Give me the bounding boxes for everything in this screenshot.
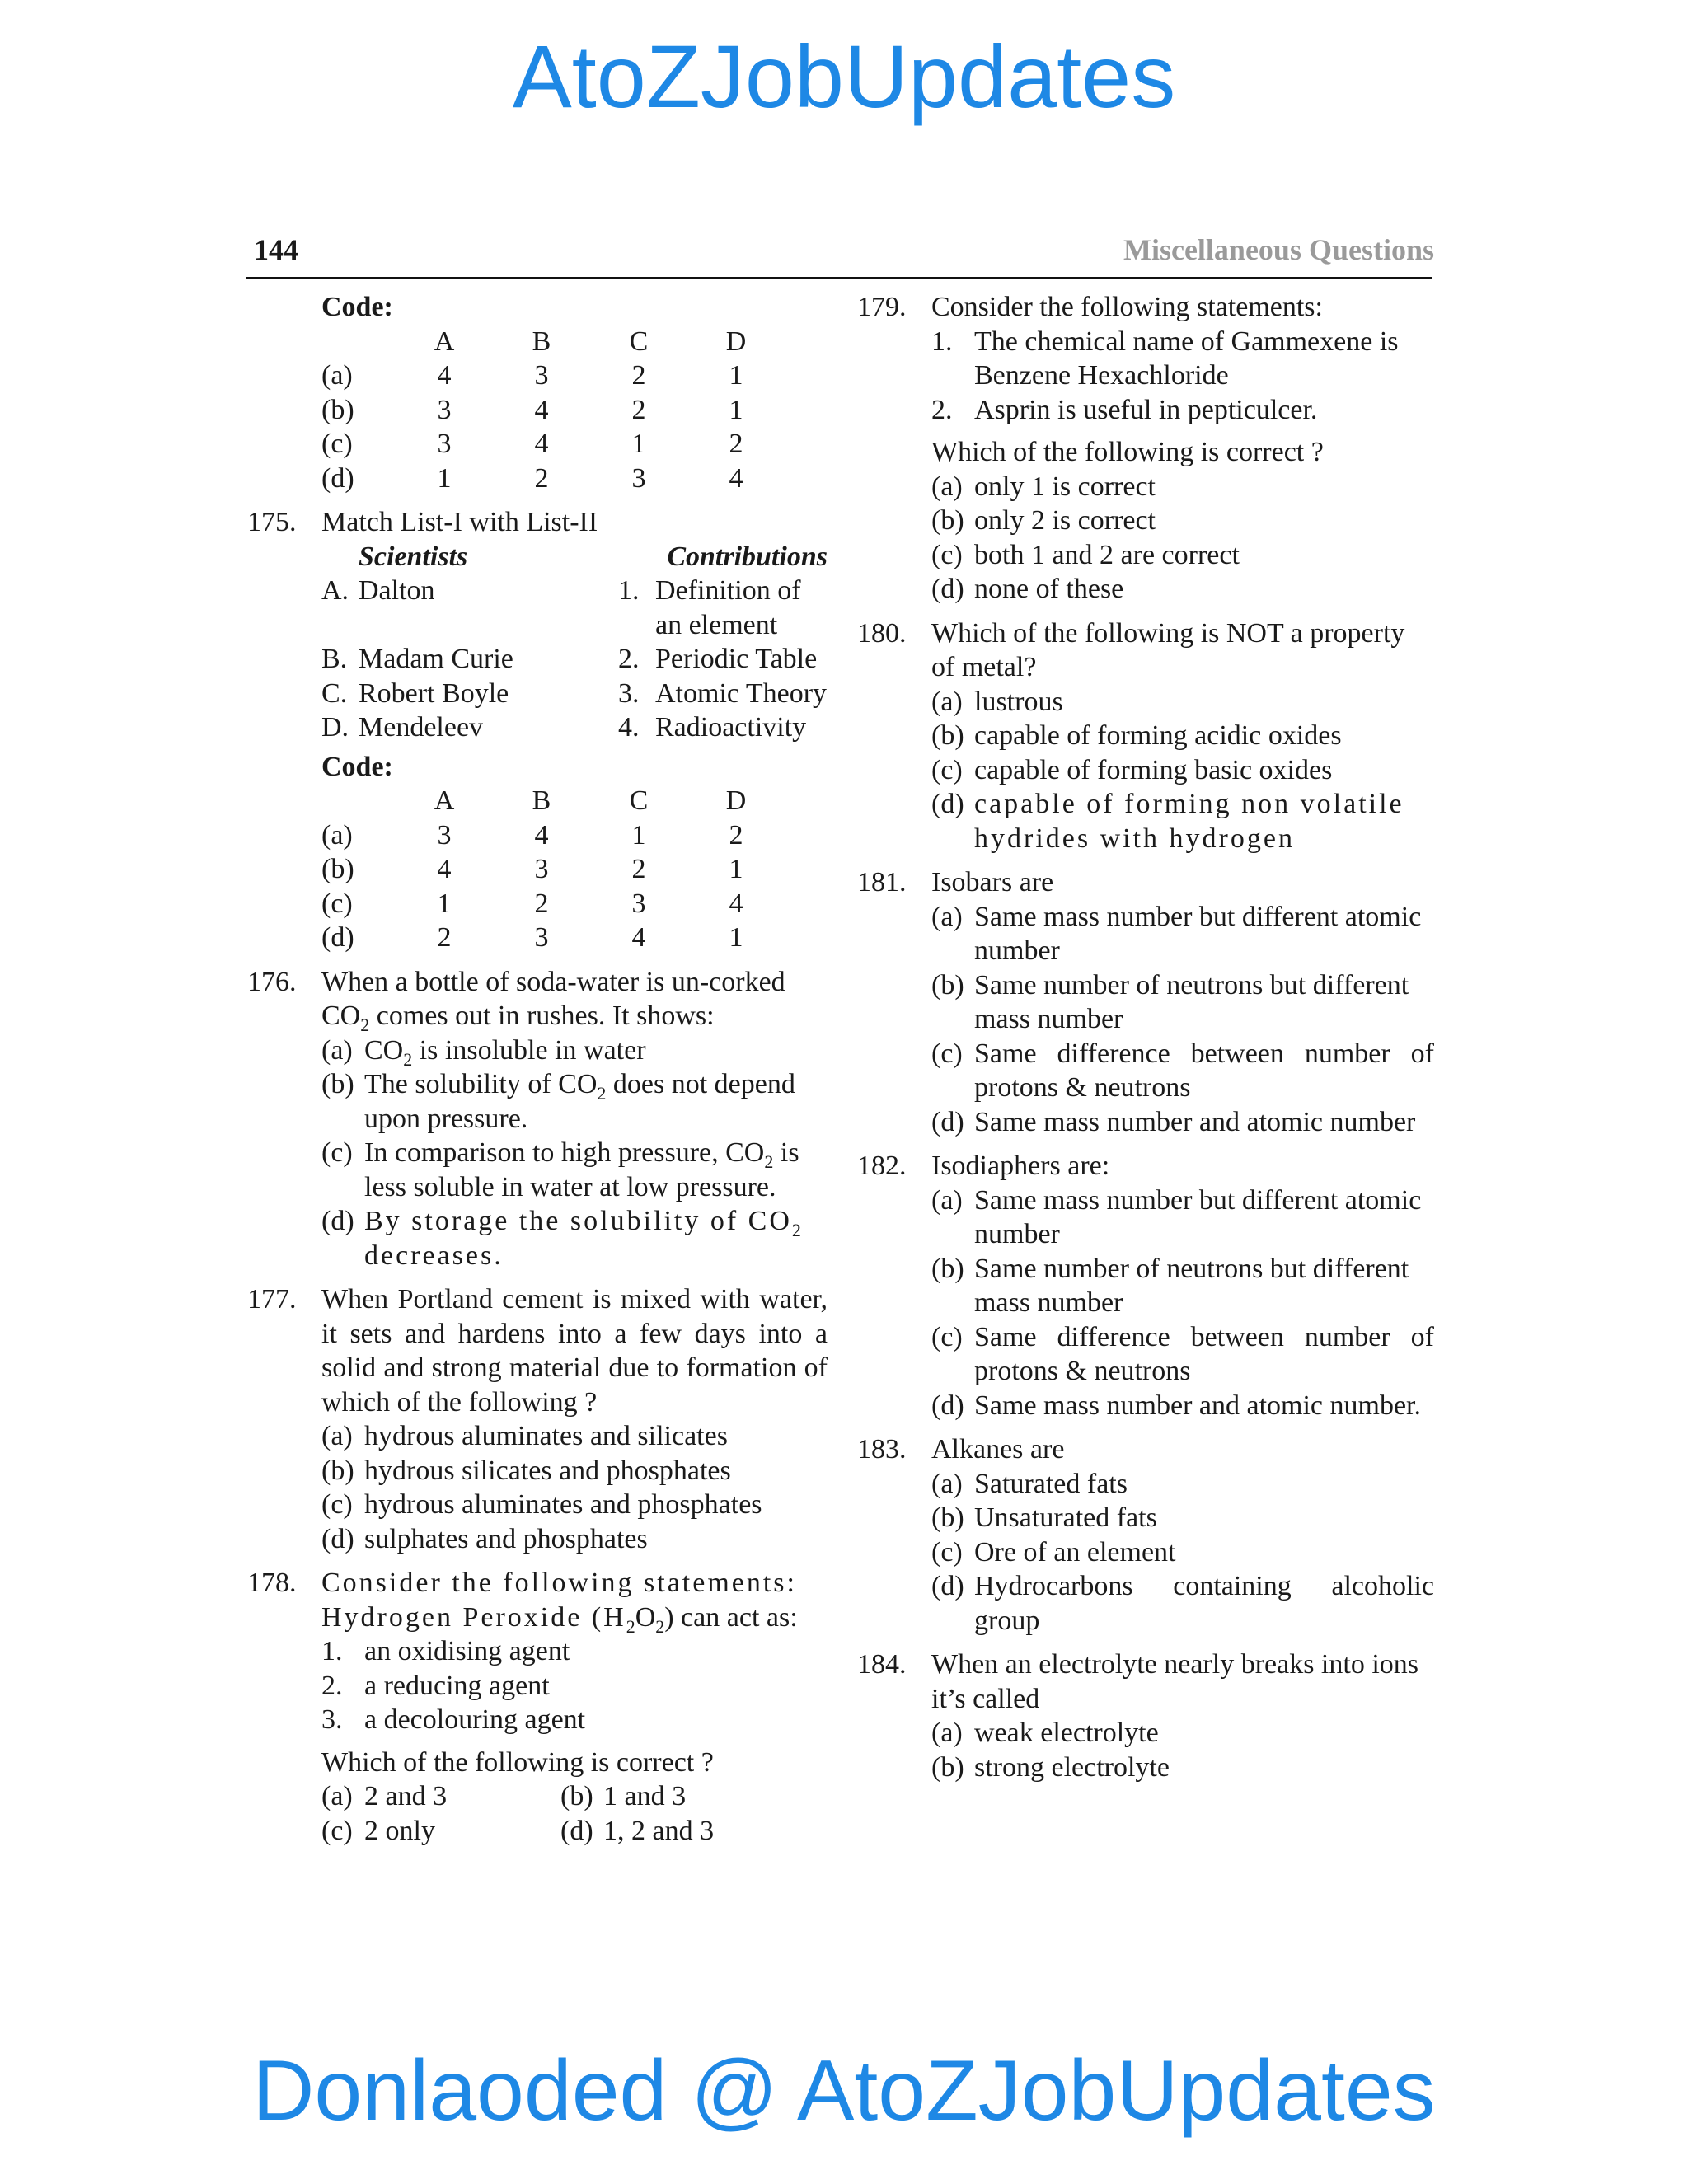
question-text: Isodiaphers are: [931,1151,1110,1181]
code-cell: 4 [729,888,743,919]
match-row [321,710,828,745]
option: (d) Hydrocarbons containing alcoholic group [931,1571,1434,1636]
code-cell: 3 [437,429,452,459]
list2-heading: Contributions [667,541,828,572]
running-head: Miscellaneous Questions [1123,233,1434,266]
code-label: Code: [321,292,393,322]
code-cell: 3 [534,922,549,953]
option: (a) only 1 is correct [931,471,1156,502]
option: (a) lustrous [931,686,1063,717]
list2-item: Periodic Table [655,644,818,674]
code-cell: 1 [437,888,452,919]
question-183 [857,1432,1434,1638]
code-cell: 4 [437,854,452,884]
statement: 1. The chemical name of Gammexene is Benzene Hexachloride [931,326,1399,391]
code-cell: 4 [534,429,549,459]
option: (a) Same mass number but different atomic number [931,1184,1422,1249]
code-col: B [532,785,551,816]
question-text: Alkanes are [931,1434,1065,1465]
list1-item: Mendeleev [359,712,484,743]
question-text: When a bottle of soda-water is un-corked $CO_2$ comes out in rushes. It shows: [321,966,785,1035]
list1-key: D. [321,712,349,743]
question-text: Which of the following is NOT a property of metal? [931,617,1405,682]
question-text: Match List-I with List-II [321,507,598,537]
watermark-bottom: Donlaoded @ AtoZJobUpdates [252,2043,1436,2139]
code-row [247,359,828,393]
question-184 [857,1647,1434,1784]
option: (a) Same mass number but different atomic number [931,901,1422,966]
option: (c) Same difference between number of protons & neutrons [931,1321,1434,1386]
question-179 [857,290,1434,607]
code-key: (d) [321,462,354,494]
question-number: 184. [857,1649,907,1680]
code-col: D [725,326,747,357]
option: (a) $CO_2$ is insoluble in water [321,1034,646,1070]
code-cell: 2 [631,394,646,425]
code-row [247,921,828,955]
option: (c) hydrous aluminates and phosphates [321,1489,762,1520]
watermark-top: AtoZJobUpdates [512,26,1176,126]
list2-key: 1. [618,575,640,606]
option: (c) Ore of an element [931,1536,1176,1568]
match-row [321,677,828,711]
question-text: When an electrolyte nearly breaks into ions it’s called [931,1649,1418,1714]
option: (b) Same number of neutrons but different mass number [931,969,1409,1034]
option: (b) The solubility of $CO_2$ does not depend upon pressure. [321,1069,795,1134]
code-cell: 2 [534,462,549,494]
option: (d) By storage the solubility of $CO_2$ decreases. [321,1206,804,1271]
option: (a) hydrous aluminates and silicates [321,1421,728,1451]
code-key: (a) [321,819,353,851]
question-ask: Which of the following is correct ? [321,1746,714,1778]
list1-key: B. [321,644,348,674]
code-col: B [532,326,551,357]
option: (c) capable of forming basic oxides [931,754,1333,785]
code-col: A [434,326,455,357]
code-cell: 3 [437,819,452,851]
question-175 [247,505,828,955]
code-cell: 1 [631,819,646,851]
option: (d) sulphates and phosphates [321,1523,648,1554]
question-182 [857,1149,1434,1422]
left-column [247,290,828,1858]
option: (d) Same mass number and atomic number [931,1106,1416,1137]
question-number: 180. [857,617,907,649]
statement: 1. an oxidising agent [321,1636,570,1666]
list1-key: C. [321,677,348,709]
list2-key: 2. [618,644,640,674]
code-cell: 2 [631,854,646,884]
question-ask: Which of the following is correct ? [931,437,1324,467]
page-number: 144 [254,233,298,266]
code-cell: 1 [631,429,646,459]
list1-item: Robert Boyle [359,677,509,709]
question-number: 178. [247,1568,297,1598]
code-key: (b) [321,854,354,884]
question-number: 175. [247,507,297,537]
code-key: (d) [321,922,354,953]
code-header [247,325,828,359]
list2-key: 3. [618,677,640,709]
option: (b) Unsaturated fats [931,1502,1157,1533]
code-row [247,427,828,462]
option: (c) 2 only [321,1815,435,1846]
code-cell: 4 [729,462,743,494]
code-key: (b) [321,394,354,425]
option: (b) only 2 is correct [931,505,1156,536]
option: (d) none of these [931,574,1124,604]
code-cell: 2 [437,922,452,953]
list2-item: Atomic Theory [655,677,828,709]
right-column [857,290,1434,1794]
code-cell: 4 [534,394,549,425]
question-number: 183. [857,1434,907,1465]
question-number: 182. [857,1151,907,1181]
code-key: (a) [321,360,353,391]
question-number: 179. [857,292,907,322]
code-cell: 3 [631,462,646,494]
option: (c) both 1 and 2 are correct [931,539,1240,570]
question-181 [857,865,1434,1139]
option: (b) hydrous silicates and phosphates [321,1455,731,1486]
question-number: 177. [247,1284,297,1315]
question-177 [247,1282,828,1556]
list1-heading: Scientists [359,541,468,572]
code-cell: 1 [729,360,743,391]
question-180 [857,616,1434,856]
code-row [247,852,828,887]
list2-item: Radioactivity [655,712,807,743]
code-cell: 2 [729,819,743,851]
code-col: D [725,785,747,816]
q174-code-table [247,290,828,495]
code-cell: 2 [631,360,646,391]
option: (b) 1 and 3 [560,1781,687,1811]
question-178 [247,1566,828,1848]
list1-item: Madam Curie [359,644,513,674]
option: (a) 2 and 3 [321,1781,448,1811]
code-col: C [629,785,649,816]
code-key: (c) [321,888,353,919]
statement: 2. a reducing agent [321,1670,550,1701]
option: (c) In comparison to high pressure, $CO_2$ is less soluble in water at low pressure. [321,1137,799,1202]
option: (d) capable of forming non volatile hydrides with hydrogen [931,789,1404,854]
list1-key: A. [321,575,349,606]
code-row [247,393,828,428]
code-row [247,818,828,853]
option: (b) capable of forming acidic oxides [931,720,1342,751]
option: (b) strong electrolyte [931,1751,1170,1783]
question-text: Isobars are [931,867,1054,898]
option: (c) Same difference between number of protons & neutrons [931,1038,1434,1103]
question-text: Consider the following statements: [931,292,1323,322]
question-number: 176. [247,966,297,997]
code-label: Code: [321,751,393,782]
option: (d) 1, 2 and 3 [560,1815,715,1846]
code-cell: 2 [729,429,743,459]
code-cell: 3 [534,360,549,391]
list2-key: 4. [618,712,640,743]
code-cell: 1 [437,462,452,494]
code-key: (c) [321,429,353,459]
match-row [321,574,828,642]
code-cell: 1 [729,854,743,884]
question-176 [247,965,828,1273]
statement: 3. a decolouring agent [321,1704,586,1735]
code-cell: 4 [437,360,452,391]
code-cell: 2 [534,888,549,919]
code-cell: 1 [729,394,743,425]
code-cell: 1 [729,922,743,953]
option: (a) weak electrolyte [931,1718,1159,1748]
code-cell: 3 [631,888,646,919]
list1-item: Dalton [359,575,435,606]
code-cell: 4 [534,819,549,851]
question-text: When Portland cement is mixed with water, it sets and hardens into a few days into a solid and strong material due to formation of which of the following ? [321,1284,828,1418]
match-lists [247,540,828,745]
list2-item: Definition of an element [655,575,801,640]
code-cell: 4 [631,922,646,953]
code-row [247,462,828,496]
code-row [247,887,828,921]
code-header [247,784,828,818]
code-cell: 3 [437,394,452,425]
code-col: C [629,326,649,357]
option: (a) Saturated fats [931,1468,1128,1499]
code-col: A [434,785,455,816]
code-cell: 3 [534,854,549,884]
header-rule [246,277,1432,279]
option: (b) Same number of neutrons but different mass number [931,1253,1409,1318]
statement: 2. Asprin is useful in pepticulcer. [931,394,1318,425]
question-text: Consider the following statements: Hydrogen Peroxide $(H_2O_2)$ can act as: [321,1568,798,1637]
question-number: 181. [857,867,907,898]
match-row [321,642,828,677]
option: (d) Same mass number and atomic number. [931,1390,1421,1421]
